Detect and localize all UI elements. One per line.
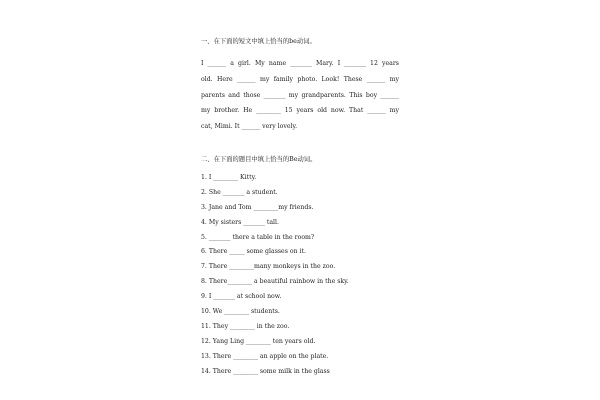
question-item: 3. Jane and Tom ________my friends. xyxy=(201,203,314,211)
question-item: 7. There ________many monkeys in the zoo. xyxy=(201,263,336,271)
question-item: 2. She _______ a student. xyxy=(201,188,278,196)
section-2-title: 二、在下面的题目中填上恰当的Be动词。 xyxy=(201,155,317,163)
paragraph-line: old. Here ______ my family photo. Look! These ______ my xyxy=(201,75,399,83)
worksheet-content xyxy=(201,38,401,379)
paragraph-line: parents and those _______ my grandparents. This boy ______ xyxy=(201,91,399,99)
paragraph-line: I ______ a girl. My name _______ Mary. I _______ 12 years xyxy=(201,60,399,67)
question-item: 12. Yang Ling ________ ten years old. xyxy=(201,337,316,345)
section-2-question-list xyxy=(201,171,401,379)
paragraph-line: my brother. He ________ 15 years old now. That ______ my xyxy=(201,107,399,115)
question-item: 6. There _____ some glasses on it. xyxy=(201,248,306,256)
section-1-title: 一、在下面的短文中填上恰当的be动词。 xyxy=(201,38,316,45)
question-item: 5. _______ there a table in the room? xyxy=(201,233,315,241)
section-1-paragraph xyxy=(201,56,401,135)
question-item: 4. My sisters _______ tall. xyxy=(201,218,279,226)
question-item: 13. There ________ an apple on the plate. xyxy=(201,352,329,360)
question-item: 9. I _______ at school now. xyxy=(201,293,282,301)
question-item: 14. There ________ some milk in the glass xyxy=(201,367,330,375)
paragraph-line: cat, Mimi. It ______ very lovely. xyxy=(201,123,298,131)
question-item: 11. They ________ in the zoo. xyxy=(201,322,290,330)
question-item: 1. I ________ Kitty. xyxy=(201,173,257,181)
question-item: 10. We ________ students. xyxy=(201,308,280,315)
question-item: 8. There________ a beautiful rainbow in the sky. xyxy=(201,278,349,286)
